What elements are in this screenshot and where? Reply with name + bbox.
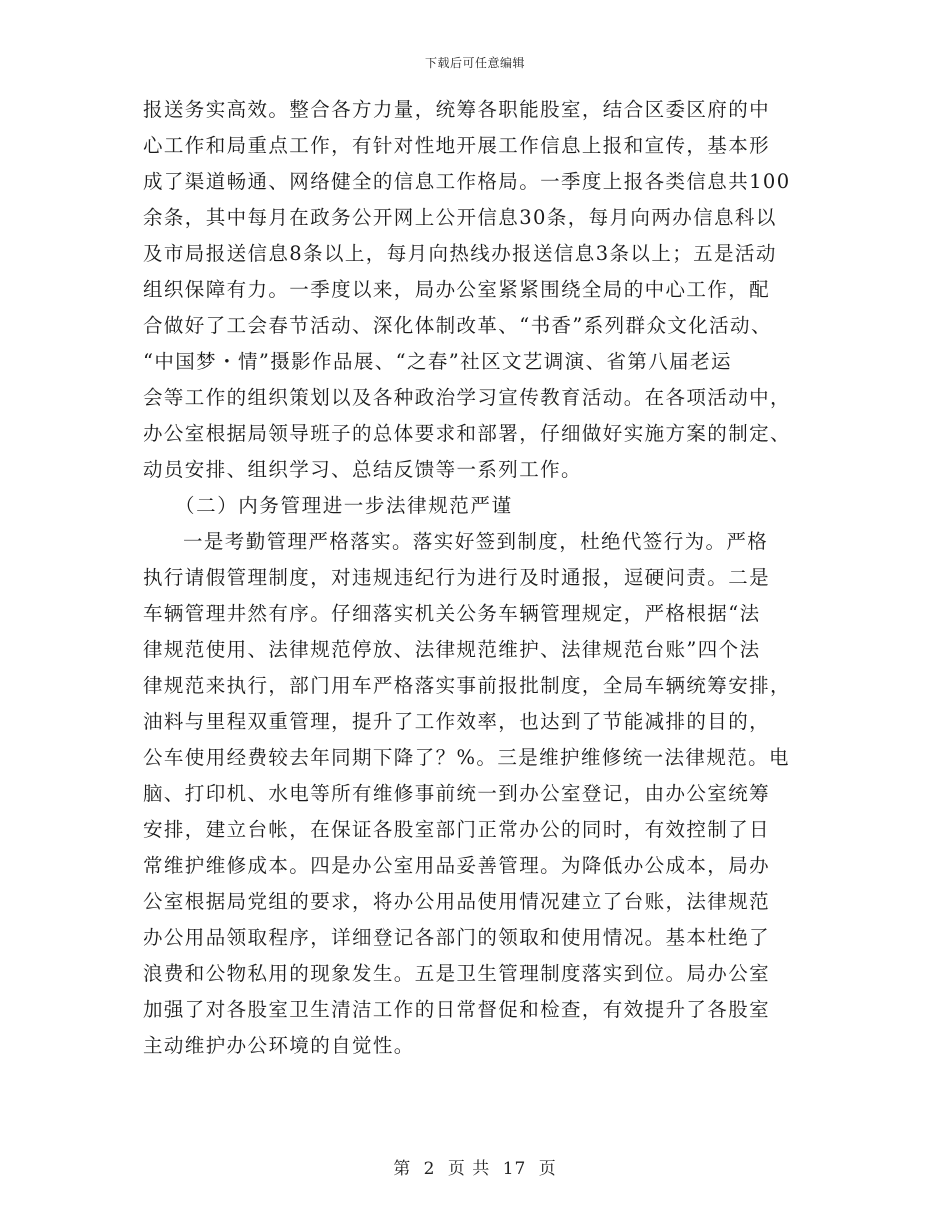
- body-line: 车辆管理井然有序。仔细落实机关公务车辆管理规定，严格根据“法: [143, 602, 761, 625]
- total-page-count: 17: [502, 1159, 527, 1179]
- page-footer: [0, 1154, 950, 1179]
- body-line: 会等工作的组织策划以及各种政治学习宣传教育活动。在各项活动中，: [143, 386, 791, 409]
- page-header: 下载后可任意编辑: [424, 56, 525, 70]
- body-line: 常维护维修成本。四是办公室用品妥善管理。为降低办公成本，局办: [143, 854, 771, 877]
- section-heading: （二）内务管理进一步法律规范严谨: [175, 494, 513, 517]
- body-line: 合做好了工会春节活动、深化体制改革、“书香”系列群众文化活动、: [143, 314, 772, 337]
- body-line: 执行请假管理制度，对违规违纪行为进行及时通报，逗硬问责。二是: [143, 566, 771, 589]
- body-line: 一是考勤管理严格落实。落实好签到制度，杜绝代签行为。严格: [183, 530, 769, 553]
- body-line: 办公用品领取程序，详细登记各部门的领取和使用情况。基本杜绝了: [143, 926, 771, 949]
- body-line: 余条，其中每月在政务公开网上公开信息30条，每月向两办信息科以: [143, 206, 777, 229]
- body-line: 报送务实高效。整合各方力量，统筹各职能股室，结合区委区府的中: [143, 98, 771, 121]
- body-line: 组织保障有力。一季度以来，局办公室紧紧围绕全局的中心工作，配: [143, 278, 771, 301]
- footer-middle: 页 共: [447, 1159, 491, 1179]
- body-line: 成了渠道畅通、网络健全的信息工作格局。一季度上报各类信息共100: [143, 170, 791, 193]
- body-line: 心工作和局重点工作，有针对性地开展工作信息上报和宣传，基本形: [143, 134, 771, 157]
- body-line: 律规范使用、法律规范停放、法律规范维护、法律规范台账”四个法: [143, 638, 761, 661]
- document-body: [143, 92, 809, 1064]
- body-line: 油料与里程双重管理，提升了工作效率，也达到了节能减排的目的，: [143, 710, 771, 733]
- footer-prefix: 第: [393, 1159, 412, 1179]
- body-line: 公车使用经费较去年同期下降了？%。三是维护维修统一法律规范。电: [143, 746, 790, 769]
- body-line: 公室根据局党组的要求，将办公用品使用情况建立了台账，法律规范: [143, 890, 771, 913]
- body-line: 动员安排、组织学习、总结反馈等一系列工作。: [143, 458, 582, 481]
- body-line: 主动维护办公环境的自觉性。: [143, 1034, 415, 1057]
- body-line: 办公室根据局领导班子的总体要求和部署，仔细做好实施方案的制定、: [143, 422, 791, 445]
- body-line: 浪费和公物私用的现象发生。五是卫生管理制度落实到位。局办公室: [143, 962, 771, 985]
- body-line: 安排，建立台帐，在保证各股室部门正常办公的同时，有效控制了日: [143, 818, 771, 841]
- body-line: “中国梦・情”摄影作品展、“之春”社区文艺调演、省第八届老运: [143, 350, 732, 373]
- body-line: 律规范来执行，部门用车严格落实事前报批制度，全局车辆统筹安排，: [143, 674, 791, 697]
- body-line: 及市局报送信息8条以上，每月向热线办报送信息3条以上；五是活动: [143, 242, 777, 265]
- footer-suffix: 页: [538, 1159, 557, 1179]
- body-line: 加强了对各股室卫生清洁工作的日常督促和检查，有效提升了各股室: [143, 998, 771, 1021]
- current-page-number: 2: [423, 1159, 436, 1179]
- body-line: 脑、打印机、水电等所有维修事前统一到办公室登记，由办公室统筹: [143, 782, 771, 805]
